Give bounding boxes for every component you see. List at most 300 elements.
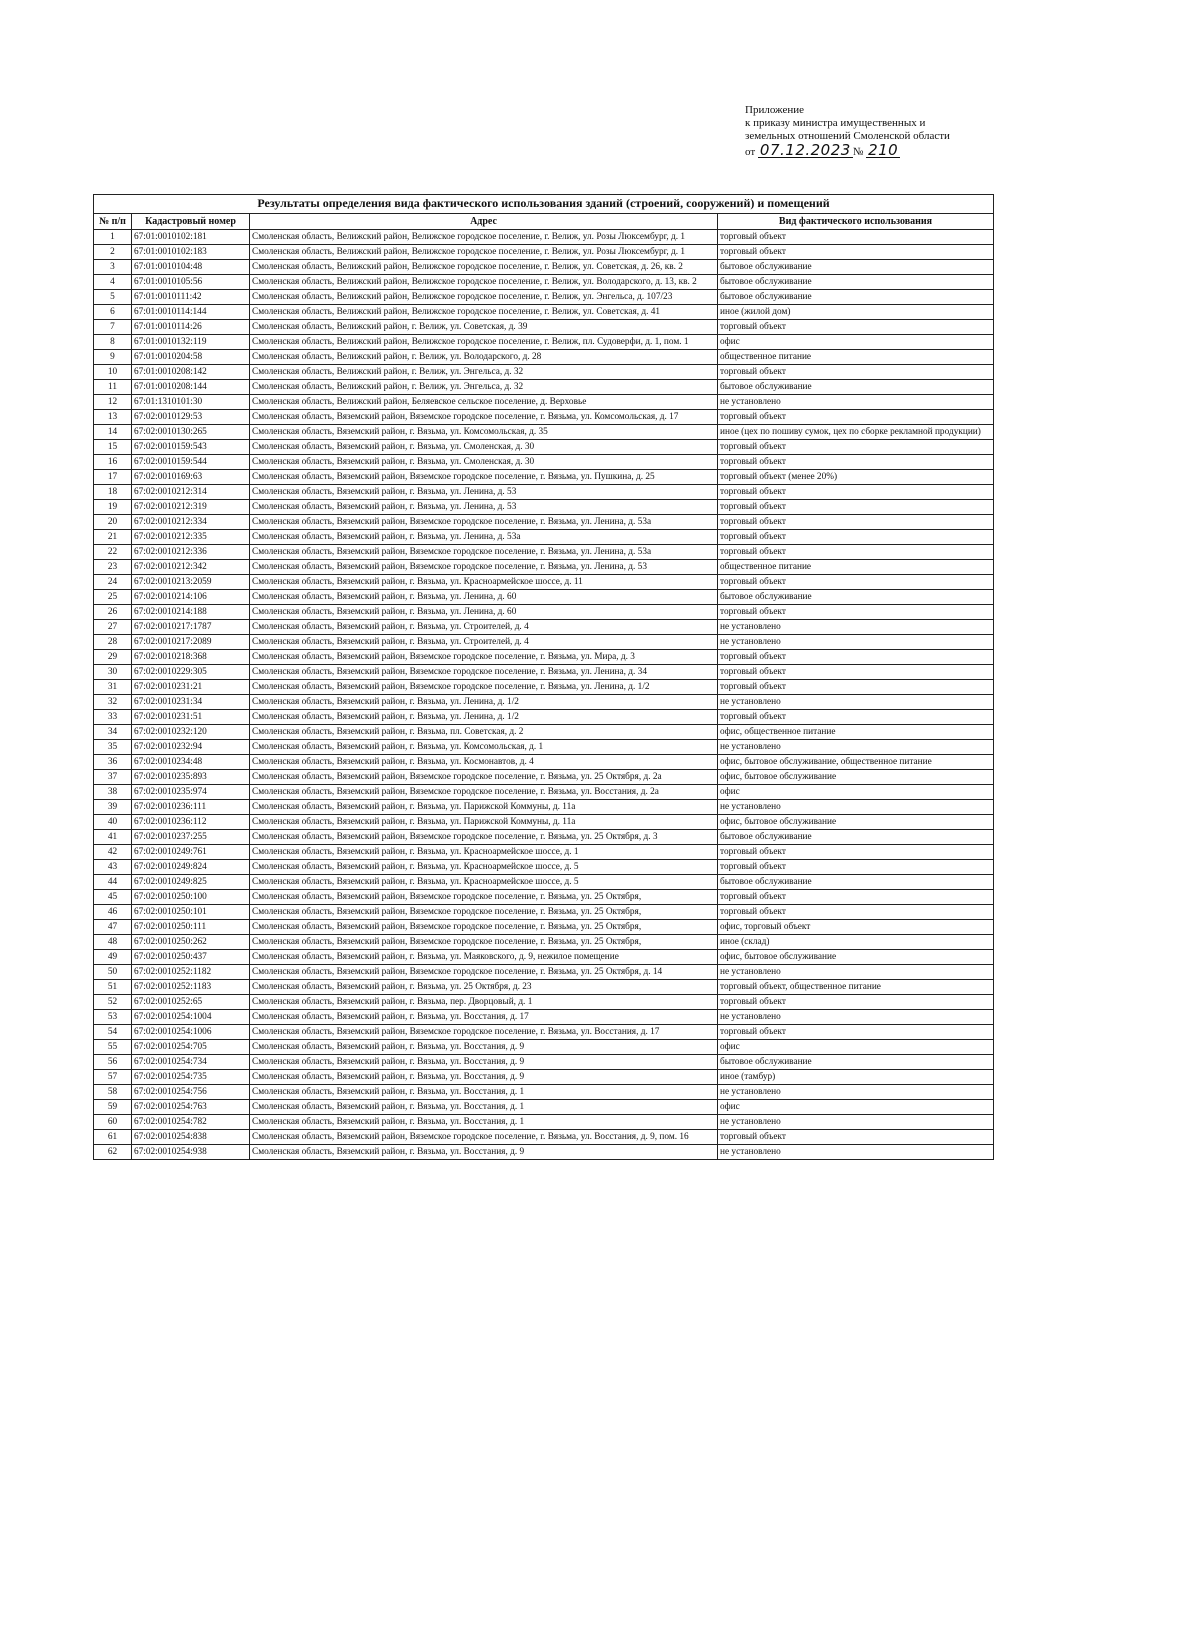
table-row xyxy=(94,995,994,1010)
row-number-cell: 25 xyxy=(94,590,132,605)
usage-cell: торговый объект xyxy=(718,575,994,590)
table-row xyxy=(94,380,994,395)
address-cell: Смоленская область, Вяземский район, г. Вязьма, ул. Красноармейское шоссе, д. 11 xyxy=(250,575,718,590)
appendix-line-3: земельных отношений Смоленской области xyxy=(745,130,950,142)
address-cell: Смоленская область, Вяземский район, г. Вязьма, ул. 25 Октября, д. 23 xyxy=(250,980,718,995)
row-number-cell: 50 xyxy=(94,965,132,980)
row-number-cell: 55 xyxy=(94,1040,132,1055)
cadastral-number-cell: 67:02:0010236:112 xyxy=(132,815,250,830)
usage-cell: офис, бытовое обслуживание xyxy=(718,815,994,830)
address-cell: Смоленская область, Велижский район, г. Велиж, ул. Энгельса, д. 32 xyxy=(250,365,718,380)
cadastral-number-cell: 67:02:0010212:319 xyxy=(132,500,250,515)
table-row xyxy=(94,905,994,920)
table-row xyxy=(94,845,994,860)
usage-cell: торговый объект xyxy=(718,650,994,665)
address-cell: Смоленская область, Велижский район, Велижское городское поселение, г. Велиж, ул. Володарского, д. 13, кв. 2 xyxy=(250,275,718,290)
address-cell: Смоленская область, Велижский район, Велижское городское поселение, г. Велиж, ул. Энгельса, д. 107/23 xyxy=(250,290,718,305)
row-number-cell: 28 xyxy=(94,635,132,650)
row-number-cell: 49 xyxy=(94,950,132,965)
cadastral-number-cell: 67:02:0010213:2059 xyxy=(132,575,250,590)
table-row xyxy=(94,920,994,935)
results-table xyxy=(93,194,994,1160)
cadastral-number-cell: 67:02:0010217:1787 xyxy=(132,620,250,635)
table-row xyxy=(94,230,994,245)
usage-cell: не установлено xyxy=(718,1115,994,1130)
cadastral-number-cell: 67:02:0010250:262 xyxy=(132,935,250,950)
usage-cell: иное (жилой дом) xyxy=(718,305,994,320)
cadastral-number-cell: 67:02:0010252:1183 xyxy=(132,980,250,995)
address-cell: Смоленская область, Вяземский район, г. Вязьма, ул. Комсомольская, д. 1 xyxy=(250,740,718,755)
cadastral-number-cell: 67:02:0010254:838 xyxy=(132,1130,250,1145)
table-row xyxy=(94,935,994,950)
row-number-cell: 35 xyxy=(94,740,132,755)
cadastral-number-cell: 67:01:0010102:183 xyxy=(132,245,250,260)
usage-cell: офис xyxy=(718,1100,994,1115)
usage-cell: офис xyxy=(718,335,994,350)
row-number-cell: 12 xyxy=(94,395,132,410)
cadastral-number-cell: 67:02:0010254:705 xyxy=(132,1040,250,1055)
cadastral-number-cell: 67:02:0010214:106 xyxy=(132,590,250,605)
address-cell: Смоленская область, Вяземский район, Вяземское городское поселение, г. Вязьма, ул. Ленина, д. 53а xyxy=(250,515,718,530)
usage-cell: бытовое обслуживание xyxy=(718,380,994,395)
usage-cell: бытовое обслуживание xyxy=(718,275,994,290)
table-row xyxy=(94,1010,994,1025)
address-cell: Смоленская область, Велижский район, Велижское городское поселение, г. Велиж, ул. Советская, д. 26, кв. 2 xyxy=(250,260,718,275)
table-row xyxy=(94,395,994,410)
cadastral-number-cell: 67:02:0010234:48 xyxy=(132,755,250,770)
usage-cell: торговый объект xyxy=(718,845,994,860)
cadastral-number-cell: 67:02:0010129:53 xyxy=(132,410,250,425)
row-number-cell: 41 xyxy=(94,830,132,845)
column-header-cadastral: Кадастровый номер xyxy=(132,214,250,230)
address-cell: Смоленская область, Вяземский район, Вяземское городское поселение, г. Вязьма, ул. 25 Октября, xyxy=(250,890,718,905)
address-cell: Смоленская область, Вяземский район, г. Вязьма, ул. Восстания, д. 9 xyxy=(250,1145,718,1160)
table-row xyxy=(94,260,994,275)
row-number-cell: 32 xyxy=(94,695,132,710)
usage-cell: торговый объект, общественное питание xyxy=(718,980,994,995)
row-number-cell: 7 xyxy=(94,320,132,335)
row-number-cell: 29 xyxy=(94,650,132,665)
table-row xyxy=(94,530,994,545)
usage-cell: торговый объект xyxy=(718,1130,994,1145)
row-number-cell: 17 xyxy=(94,470,132,485)
table-row xyxy=(94,455,994,470)
row-number-cell: 20 xyxy=(94,515,132,530)
cadastral-number-cell: 67:02:0010236:111 xyxy=(132,800,250,815)
cadastral-number-cell: 67:02:0010231:34 xyxy=(132,695,250,710)
address-cell: Смоленская область, Вяземский район, Вяземское городское поселение, г. Вязьма, ул. Мира, д. 3 xyxy=(250,650,718,665)
cadastral-number-cell: 67:02:0010254:756 xyxy=(132,1085,250,1100)
address-cell: Смоленская область, Велижский район, г. Велиж, ул. Советская, д. 39 xyxy=(250,320,718,335)
address-cell: Смоленская область, Вяземский район, г. Вязьма, ул. Восстания, д. 1 xyxy=(250,1100,718,1115)
table-row xyxy=(94,785,994,800)
address-cell: Смоленская область, Вяземский район, г. Вязьма, ул. Ленина, д. 60 xyxy=(250,605,718,620)
address-cell: Смоленская область, Велижский район, Велижское городское поселение, г. Велиж, ул. Советская, д. 41 xyxy=(250,305,718,320)
table-row xyxy=(94,560,994,575)
table-row xyxy=(94,755,994,770)
usage-cell: общественное питание xyxy=(718,560,994,575)
usage-cell: торговый объект xyxy=(718,530,994,545)
usage-cell: торговый объект xyxy=(718,440,994,455)
table-row xyxy=(94,620,994,635)
row-number-cell: 39 xyxy=(94,800,132,815)
address-cell: Смоленская область, Вяземский район, г. Вязьма, ул. Красноармейское шоссе, д. 5 xyxy=(250,860,718,875)
address-cell: Смоленская область, Вяземский район, г. Вязьма, ул. Строителей, д. 4 xyxy=(250,635,718,650)
row-number-cell: 18 xyxy=(94,485,132,500)
table-row xyxy=(94,575,994,590)
cadastral-number-cell: 67:01:0010104:48 xyxy=(132,260,250,275)
row-number-cell: 2 xyxy=(94,245,132,260)
row-number-cell: 44 xyxy=(94,875,132,890)
row-number-cell: 37 xyxy=(94,770,132,785)
appendix-date-line xyxy=(745,143,1005,159)
usage-cell: общественное питание xyxy=(718,350,994,365)
address-cell: Смоленская область, Вяземский район, г. Вязьма, ул. Ленина, д. 1/2 xyxy=(250,710,718,725)
table-row xyxy=(94,650,994,665)
table-row xyxy=(94,305,994,320)
address-cell: Смоленская область, Велижский район, Велижское городское поселение, г. Велиж, пл. Судоверфи, д. 1, пом. 1 xyxy=(250,335,718,350)
row-number-cell: 56 xyxy=(94,1055,132,1070)
usage-cell: не установлено xyxy=(718,635,994,650)
table-row xyxy=(94,320,994,335)
usage-cell: торговый объект xyxy=(718,410,994,425)
row-number-cell: 59 xyxy=(94,1100,132,1115)
date-prefix: от xyxy=(745,146,756,158)
table-row xyxy=(94,1145,994,1160)
table-body xyxy=(94,230,994,1160)
table-row xyxy=(94,545,994,560)
usage-cell: иное (тамбур) xyxy=(718,1070,994,1085)
row-number-cell: 46 xyxy=(94,905,132,920)
table-header-row xyxy=(94,214,994,230)
cadastral-number-cell: 67:02:0010232:120 xyxy=(132,725,250,740)
cadastral-number-cell: 67:01:1310101:30 xyxy=(132,395,250,410)
cadastral-number-cell: 67:02:0010254:1006 xyxy=(132,1025,250,1040)
table-row xyxy=(94,470,994,485)
cadastral-number-cell: 67:02:0010130:265 xyxy=(132,425,250,440)
table-row xyxy=(94,965,994,980)
usage-cell: торговый объект xyxy=(718,515,994,530)
table-row xyxy=(94,860,994,875)
cadastral-number-cell: 67:02:0010254:734 xyxy=(132,1055,250,1070)
usage-cell: не установлено xyxy=(718,1085,994,1100)
table-row xyxy=(94,710,994,725)
cadastral-number-cell: 67:02:0010231:21 xyxy=(132,680,250,695)
address-cell: Смоленская область, Вяземский район, г. Вязьма, ул. Ленина, д. 53 xyxy=(250,485,718,500)
usage-cell: торговый объект xyxy=(718,860,994,875)
row-number-cell: 51 xyxy=(94,980,132,995)
usage-cell: торговый объект xyxy=(718,485,994,500)
row-number-cell: 24 xyxy=(94,575,132,590)
table-row xyxy=(94,275,994,290)
address-cell: Смоленская область, Вяземский район, г. Вязьма, ул. Ленина, д. 53а xyxy=(250,530,718,545)
usage-cell: не установлено xyxy=(718,1145,994,1160)
usage-cell: торговый объект xyxy=(718,605,994,620)
address-cell: Смоленская область, Вяземский район, Вяземское городское поселение, г. Вязьма, ул. Восстания, д. 9, пом. 16 xyxy=(250,1130,718,1145)
usage-cell: торговый объект xyxy=(718,455,994,470)
address-cell: Смоленская область, Вяземский район, Вяземское городское поселение, г. Вязьма, ул. 25 Октября, xyxy=(250,920,718,935)
cadastral-number-cell: 67:02:0010254:938 xyxy=(132,1145,250,1160)
usage-cell: не установлено xyxy=(718,800,994,815)
table-row xyxy=(94,410,994,425)
row-number-cell: 26 xyxy=(94,605,132,620)
row-number-cell: 9 xyxy=(94,350,132,365)
usage-cell: торговый объект xyxy=(718,320,994,335)
row-number-cell: 43 xyxy=(94,860,132,875)
address-cell: Смоленская область, Вяземский район, Вяземское городское поселение, г. Вязьма, ул. Пушкина, д. 25 xyxy=(250,470,718,485)
row-number-cell: 27 xyxy=(94,620,132,635)
row-number-cell: 22 xyxy=(94,545,132,560)
usage-cell: торговый объект xyxy=(718,545,994,560)
usage-cell: бытовое обслуживание xyxy=(718,590,994,605)
usage-cell: торговый объект (менее 20%) xyxy=(718,470,994,485)
cadastral-number-cell: 67:02:0010254:763 xyxy=(132,1100,250,1115)
address-cell: Смоленская область, Велижский район, Беляевское сельское поселение, д. Верховье xyxy=(250,395,718,410)
usage-cell: офис, общественное питание xyxy=(718,725,994,740)
row-number-cell: 23 xyxy=(94,560,132,575)
table-row xyxy=(94,245,994,260)
address-cell: Смоленская область, Вяземский район, г. Вязьма, ул. Восстания, д. 1 xyxy=(250,1115,718,1130)
table-row xyxy=(94,815,994,830)
cadastral-number-cell: 67:02:0010214:188 xyxy=(132,605,250,620)
usage-cell: торговый объект xyxy=(718,230,994,245)
row-number-cell: 60 xyxy=(94,1115,132,1130)
row-number-cell: 45 xyxy=(94,890,132,905)
table-row xyxy=(94,695,994,710)
row-number-cell: 47 xyxy=(94,920,132,935)
usage-cell: не установлено xyxy=(718,620,994,635)
table-row xyxy=(94,515,994,530)
usage-cell: торговый объект xyxy=(718,245,994,260)
usage-cell: офис, бытовое обслуживание xyxy=(718,950,994,965)
table-row xyxy=(94,1115,994,1130)
address-cell: Смоленская область, Вяземский район, Вяземское городское поселение, г. Вязьма, ул. 25 Октября, д. 2а xyxy=(250,770,718,785)
row-number-cell: 42 xyxy=(94,845,132,860)
address-cell: Смоленская область, Вяземский район, г. Вязьма, ул. Восстания, д. 9 xyxy=(250,1055,718,1070)
usage-cell: торговый объект xyxy=(718,905,994,920)
table-row xyxy=(94,290,994,305)
address-cell: Смоленская область, Вяземский район, Вяземское городское поселение, г. Вязьма, ул. Ленина, д. 53а xyxy=(250,545,718,560)
address-cell: Смоленская область, Вяземский район, г. Вязьма, ул. Восстания, д. 9 xyxy=(250,1040,718,1055)
row-number-cell: 6 xyxy=(94,305,132,320)
row-number-cell: 11 xyxy=(94,380,132,395)
table-row xyxy=(94,590,994,605)
address-cell: Смоленская область, Вяземский район, Вяземское городское поселение, г. Вязьма, ул. 25 Октября, xyxy=(250,905,718,920)
row-number-cell: 5 xyxy=(94,290,132,305)
usage-cell: бытовое обслуживание xyxy=(718,830,994,845)
cadastral-number-cell: 67:02:0010212:336 xyxy=(132,545,250,560)
column-header-address: Адрес xyxy=(250,214,718,230)
table-row xyxy=(94,665,994,680)
address-cell: Смоленская область, Вяземский район, Вяземское городское поселение, г. Вязьма, ул. Ленина, д. 53 xyxy=(250,560,718,575)
usage-cell: торговый объект xyxy=(718,1025,994,1040)
appendix-header xyxy=(745,104,1005,159)
row-number-cell: 10 xyxy=(94,365,132,380)
table-row xyxy=(94,440,994,455)
row-number-cell: 61 xyxy=(94,1130,132,1145)
table-row xyxy=(94,605,994,620)
cadastral-number-cell: 67:02:0010254:782 xyxy=(132,1115,250,1130)
address-cell: Смоленская область, Вяземский район, г. Вязьма, ул. Маяковского, д. 9, нежилое помещение xyxy=(250,950,718,965)
usage-cell: торговый объект xyxy=(718,680,994,695)
table-row xyxy=(94,1025,994,1040)
table-row xyxy=(94,365,994,380)
address-cell: Смоленская область, Вяземский район, Вяземское городское поселение, г. Вязьма, ул. Ленина, д. 1/2 xyxy=(250,680,718,695)
row-number-cell: 48 xyxy=(94,935,132,950)
cadastral-number-cell: 67:01:0010102:181 xyxy=(132,230,250,245)
row-number-cell: 36 xyxy=(94,755,132,770)
usage-cell: иное (цех по пошиву сумок, цех по сборке рекламной продукции) xyxy=(718,425,994,440)
row-number-cell: 31 xyxy=(94,680,132,695)
column-header-usage: Вид фактического использования xyxy=(718,214,994,230)
table-row xyxy=(94,1055,994,1070)
usage-cell: не установлено xyxy=(718,740,994,755)
address-cell: Смоленская область, Велижский район, г. Велиж, ул. Володарского, д. 28 xyxy=(250,350,718,365)
table-row xyxy=(94,890,994,905)
row-number-cell: 54 xyxy=(94,1025,132,1040)
cadastral-number-cell: 67:02:0010249:825 xyxy=(132,875,250,890)
row-number-cell: 21 xyxy=(94,530,132,545)
row-number-cell: 14 xyxy=(94,425,132,440)
cadastral-number-cell: 67:01:0010114:26 xyxy=(132,320,250,335)
usage-cell: не установлено xyxy=(718,395,994,410)
usage-cell: иное (склад) xyxy=(718,935,994,950)
results-table-container xyxy=(93,194,993,1160)
table-row xyxy=(94,950,994,965)
cadastral-number-cell: 67:02:0010212:335 xyxy=(132,530,250,545)
cadastral-number-cell: 67:02:0010169:63 xyxy=(132,470,250,485)
cadastral-number-cell: 67:02:0010250:100 xyxy=(132,890,250,905)
address-cell: Смоленская область, Вяземский район, г. Вязьма, ул. Парижской Коммуны, д. 11а xyxy=(250,815,718,830)
table-row xyxy=(94,680,994,695)
usage-cell: бытовое обслуживание xyxy=(718,260,994,275)
row-number-cell: 40 xyxy=(94,815,132,830)
usage-cell: бытовое обслуживание xyxy=(718,1055,994,1070)
address-cell: Смоленская область, Вяземский район, г. Вязьма, ул. Красноармейское шоссе, д. 1 xyxy=(250,845,718,860)
handwritten-date: 07.12.2023 xyxy=(759,141,851,159)
cadastral-number-cell: 67:02:0010231:51 xyxy=(132,710,250,725)
table-row xyxy=(94,425,994,440)
address-cell: Смоленская область, Вяземский район, г. Вязьма, ул. Восстания, д. 17 xyxy=(250,1010,718,1025)
usage-cell: бытовое обслуживание xyxy=(718,875,994,890)
table-row xyxy=(94,725,994,740)
table-row xyxy=(94,335,994,350)
cadastral-number-cell: 67:02:0010254:735 xyxy=(132,1070,250,1085)
row-number-cell: 4 xyxy=(94,275,132,290)
address-cell: Смоленская область, Вяземский район, г. Вязьма, ул. Красноармейское шоссе, д. 5 xyxy=(250,875,718,890)
number-sign: № xyxy=(852,146,864,158)
address-cell: Смоленская область, Велижский район, Велижское городское поселение, г. Велиж, ул. Розы Люксембург, д. 1 xyxy=(250,230,718,245)
cadastral-number-cell: 67:02:0010235:893 xyxy=(132,770,250,785)
cadastral-number-cell: 67:02:0010250:101 xyxy=(132,905,250,920)
address-cell: Смоленская область, Вяземский район, Вяземское городское поселение, г. Вязьма, ул. Комсомольская, д. 17 xyxy=(250,410,718,425)
address-cell: Смоленская область, Велижский район, Велижское городское поселение, г. Велиж, ул. Розы Люксембург, д. 1 xyxy=(250,245,718,260)
table-row xyxy=(94,1085,994,1100)
cadastral-number-cell: 67:02:0010237:255 xyxy=(132,830,250,845)
cadastral-number-cell: 67:01:0010114:144 xyxy=(132,305,250,320)
table-row xyxy=(94,1100,994,1115)
cadastral-number-cell: 67:02:0010235:974 xyxy=(132,785,250,800)
address-cell: Смоленская область, Вяземский район, Вяземское городское поселение, г. Вязьма, ул. Восстания, д. 17 xyxy=(250,1025,718,1040)
cadastral-number-cell: 67:01:0010204:58 xyxy=(132,350,250,365)
cadastral-number-cell: 67:02:0010254:1004 xyxy=(132,1010,250,1025)
table-row xyxy=(94,770,994,785)
cadastral-number-cell: 67:02:0010252:1182 xyxy=(132,965,250,980)
cadastral-number-cell: 67:01:0010111:42 xyxy=(132,290,250,305)
address-cell: Смоленская область, Вяземский район, г. Вязьма, ул. Восстания, д. 9 xyxy=(250,1070,718,1085)
address-cell: Смоленская область, Вяземский район, Вяземское городское поселение, г. Вязьма, ул. 25 Октября, д. 14 xyxy=(250,965,718,980)
cadastral-number-cell: 67:01:0010105:56 xyxy=(132,275,250,290)
row-number-cell: 33 xyxy=(94,710,132,725)
address-cell: Смоленская область, Вяземский район, г. Вязьма, ул. Ленина, д. 60 xyxy=(250,590,718,605)
cadastral-number-cell: 67:01:0010208:142 xyxy=(132,365,250,380)
table-row xyxy=(94,1130,994,1145)
usage-cell: бытовое обслуживание xyxy=(718,290,994,305)
table-row xyxy=(94,830,994,845)
usage-cell: офис xyxy=(718,785,994,800)
table-row xyxy=(94,350,994,365)
cadastral-number-cell: 67:02:0010249:824 xyxy=(132,860,250,875)
usage-cell: торговый объект xyxy=(718,665,994,680)
usage-cell: офис, торговый объект xyxy=(718,920,994,935)
handwritten-number: 210 xyxy=(868,141,899,159)
cadastral-number-cell: 67:01:0010208:144 xyxy=(132,380,250,395)
row-number-cell: 1 xyxy=(94,230,132,245)
usage-cell: не установлено xyxy=(718,965,994,980)
usage-cell: офис, бытовое обслуживание, общественное питание xyxy=(718,755,994,770)
row-number-cell: 16 xyxy=(94,455,132,470)
cadastral-number-cell: 67:02:0010250:437 xyxy=(132,950,250,965)
usage-cell: торговый объект xyxy=(718,365,994,380)
usage-cell: офис xyxy=(718,1040,994,1055)
address-cell: Смоленская область, Вяземский район, г. Вязьма, пер. Дворцовый, д. 1 xyxy=(250,995,718,1010)
row-number-cell: 13 xyxy=(94,410,132,425)
cadastral-number-cell: 67:02:0010212:314 xyxy=(132,485,250,500)
usage-cell: торговый объект xyxy=(718,995,994,1010)
table-row xyxy=(94,485,994,500)
cadastral-number-cell: 67:02:0010250:111 xyxy=(132,920,250,935)
usage-cell: торговый объект xyxy=(718,890,994,905)
address-cell: Смоленская область, Вяземский район, г. Вязьма, ул. Космонавтов, д. 4 xyxy=(250,755,718,770)
cadastral-number-cell: 67:02:0010252:65 xyxy=(132,995,250,1010)
row-number-cell: 57 xyxy=(94,1070,132,1085)
address-cell: Смоленская область, Вяземский район, г. Вязьма, ул. Ленина, д. 53 xyxy=(250,500,718,515)
address-cell: Смоленская область, Велижский район, г. Велиж, ул. Энгельса, д. 32 xyxy=(250,380,718,395)
row-number-cell: 62 xyxy=(94,1145,132,1160)
row-number-cell: 34 xyxy=(94,725,132,740)
cadastral-number-cell: 67:02:0010212:334 xyxy=(132,515,250,530)
cadastral-number-cell: 67:02:0010218:368 xyxy=(132,650,250,665)
address-cell: Смоленская область, Вяземский район, г. Вязьма, ул. Ленина, д. 1/2 xyxy=(250,695,718,710)
usage-cell: не установлено xyxy=(718,695,994,710)
column-header-number: № п/п xyxy=(94,214,132,230)
table-row xyxy=(94,740,994,755)
usage-cell: торговый объект xyxy=(718,710,994,725)
address-cell: Смоленская область, Вяземский район, г. Вязьма, ул. Строителей, д. 4 xyxy=(250,620,718,635)
cadastral-number-cell: 67:02:0010159:543 xyxy=(132,440,250,455)
address-cell: Смоленская область, Вяземский район, Вяземское городское поселение, г. Вязьма, ул. Ленина, д. 34 xyxy=(250,665,718,680)
table-row xyxy=(94,635,994,650)
cadastral-number-cell: 67:02:0010249:761 xyxy=(132,845,250,860)
row-number-cell: 30 xyxy=(94,665,132,680)
row-number-cell: 8 xyxy=(94,335,132,350)
cadastral-number-cell: 67:02:0010159:544 xyxy=(132,455,250,470)
address-cell: Смоленская область, Вяземский район, г. Вязьма, ул. Восстания, д. 1 xyxy=(250,1085,718,1100)
address-cell: Смоленская область, Вяземский район, Вяземское городское поселение, г. Вязьма, ул. 25 Октября, xyxy=(250,935,718,950)
row-number-cell: 3 xyxy=(94,260,132,275)
address-cell: Смоленская область, Вяземский район, г. Вязьма, пл. Советская, д. 2 xyxy=(250,725,718,740)
cadastral-number-cell: 67:02:0010229:305 xyxy=(132,665,250,680)
